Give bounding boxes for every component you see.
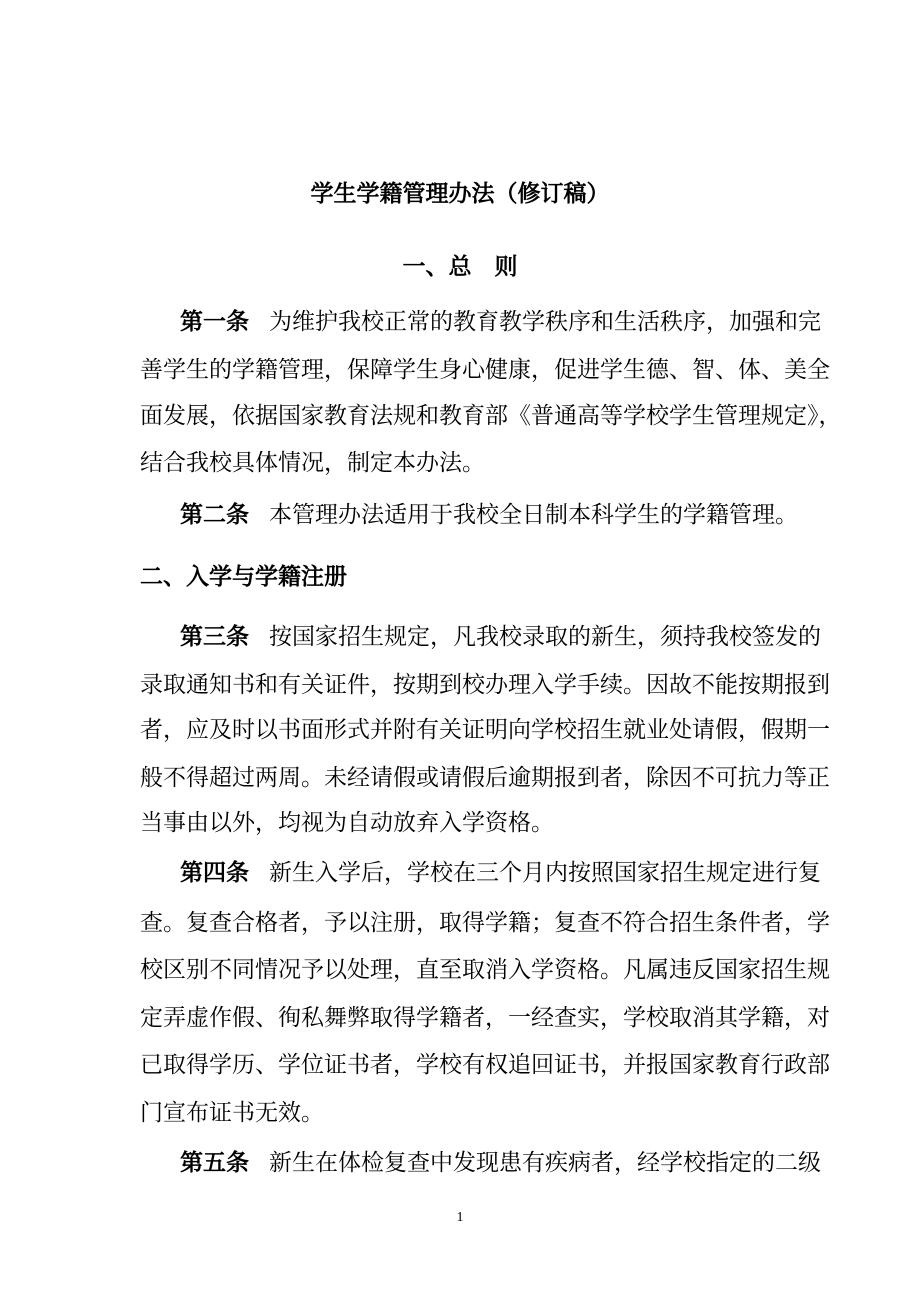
article-1-line: 善学生的学籍管理，保障学生身心健康，促进学生德、智、体、美全 — [140, 357, 830, 383]
article-label: 第一条 — [180, 309, 249, 335]
article-3-line: 般不得超过两周。未经请假或请假后逾期报到者，除因不可抗力等正 — [140, 765, 830, 791]
article-4-line: 已取得学历、学位证书者，学校有权追回证书，并报国家教育行政部 — [140, 1052, 830, 1078]
article-1-line: 结合我校具体情况，制定本办法。 — [140, 450, 485, 476]
article-2-line: 第二条 本管理办法适用于我校全日制本科学生的学籍管理。 — [180, 502, 798, 528]
article-3-line: 者，应及时以书面形式并附有关证明向学校招生就业处请假，假期一 — [140, 717, 830, 743]
article-label: 第四条 — [180, 860, 249, 886]
article-4-line: 第四条 新生入学后，学校在三个月内按照国家招生规定进行复 — [180, 860, 821, 886]
article-1-line: 第一条 为维护我校正常的教育教学秩序和生活秩序，加强和完 — [180, 309, 821, 335]
article-4-line: 查。复查合格者，予以注册，取得学籍；复查不符合招生条件者，学 — [140, 910, 830, 936]
article-4-line: 校区别不同情况予以处理，直至取消入学资格。凡属违反国家招生规 — [140, 957, 830, 983]
chapter-heading-enrollment: 二、入学与学籍注册 — [140, 564, 347, 590]
document-title: 学生学籍管理办法（修订稿） — [310, 181, 610, 207]
article-3-line: 录取通知书和有关证件，按期到校办理入学手续。因故不能按期报到 — [140, 672, 830, 698]
chapter-heading-general: 一、总 则 — [402, 254, 518, 280]
article-label: 第五条 — [180, 1150, 249, 1176]
article-label: 第三条 — [180, 624, 249, 650]
article-label: 第二条 — [180, 502, 249, 528]
article-4-line: 定弄虚作假、徇私舞弊取得学籍者，一经查实，学校取消其学籍，对 — [140, 1005, 830, 1031]
article-1-line: 面发展，依据国家教育法规和教育部《普通高等学校学生管理规定》， — [140, 403, 842, 429]
page-number: 1 — [456, 1210, 464, 1225]
article-4-line: 门宣布证书无效。 — [140, 1100, 324, 1126]
article-5-line: 第五条 新生在体检复查中发现患有疾病者，经学校指定的二级 — [180, 1150, 821, 1176]
article-3-line: 当事由以外，均视为自动放弃入学资格。 — [140, 810, 554, 836]
article-3-line: 第三条 按国家招生规定，凡我校录取的新生，须持我校签发的 — [180, 624, 821, 650]
